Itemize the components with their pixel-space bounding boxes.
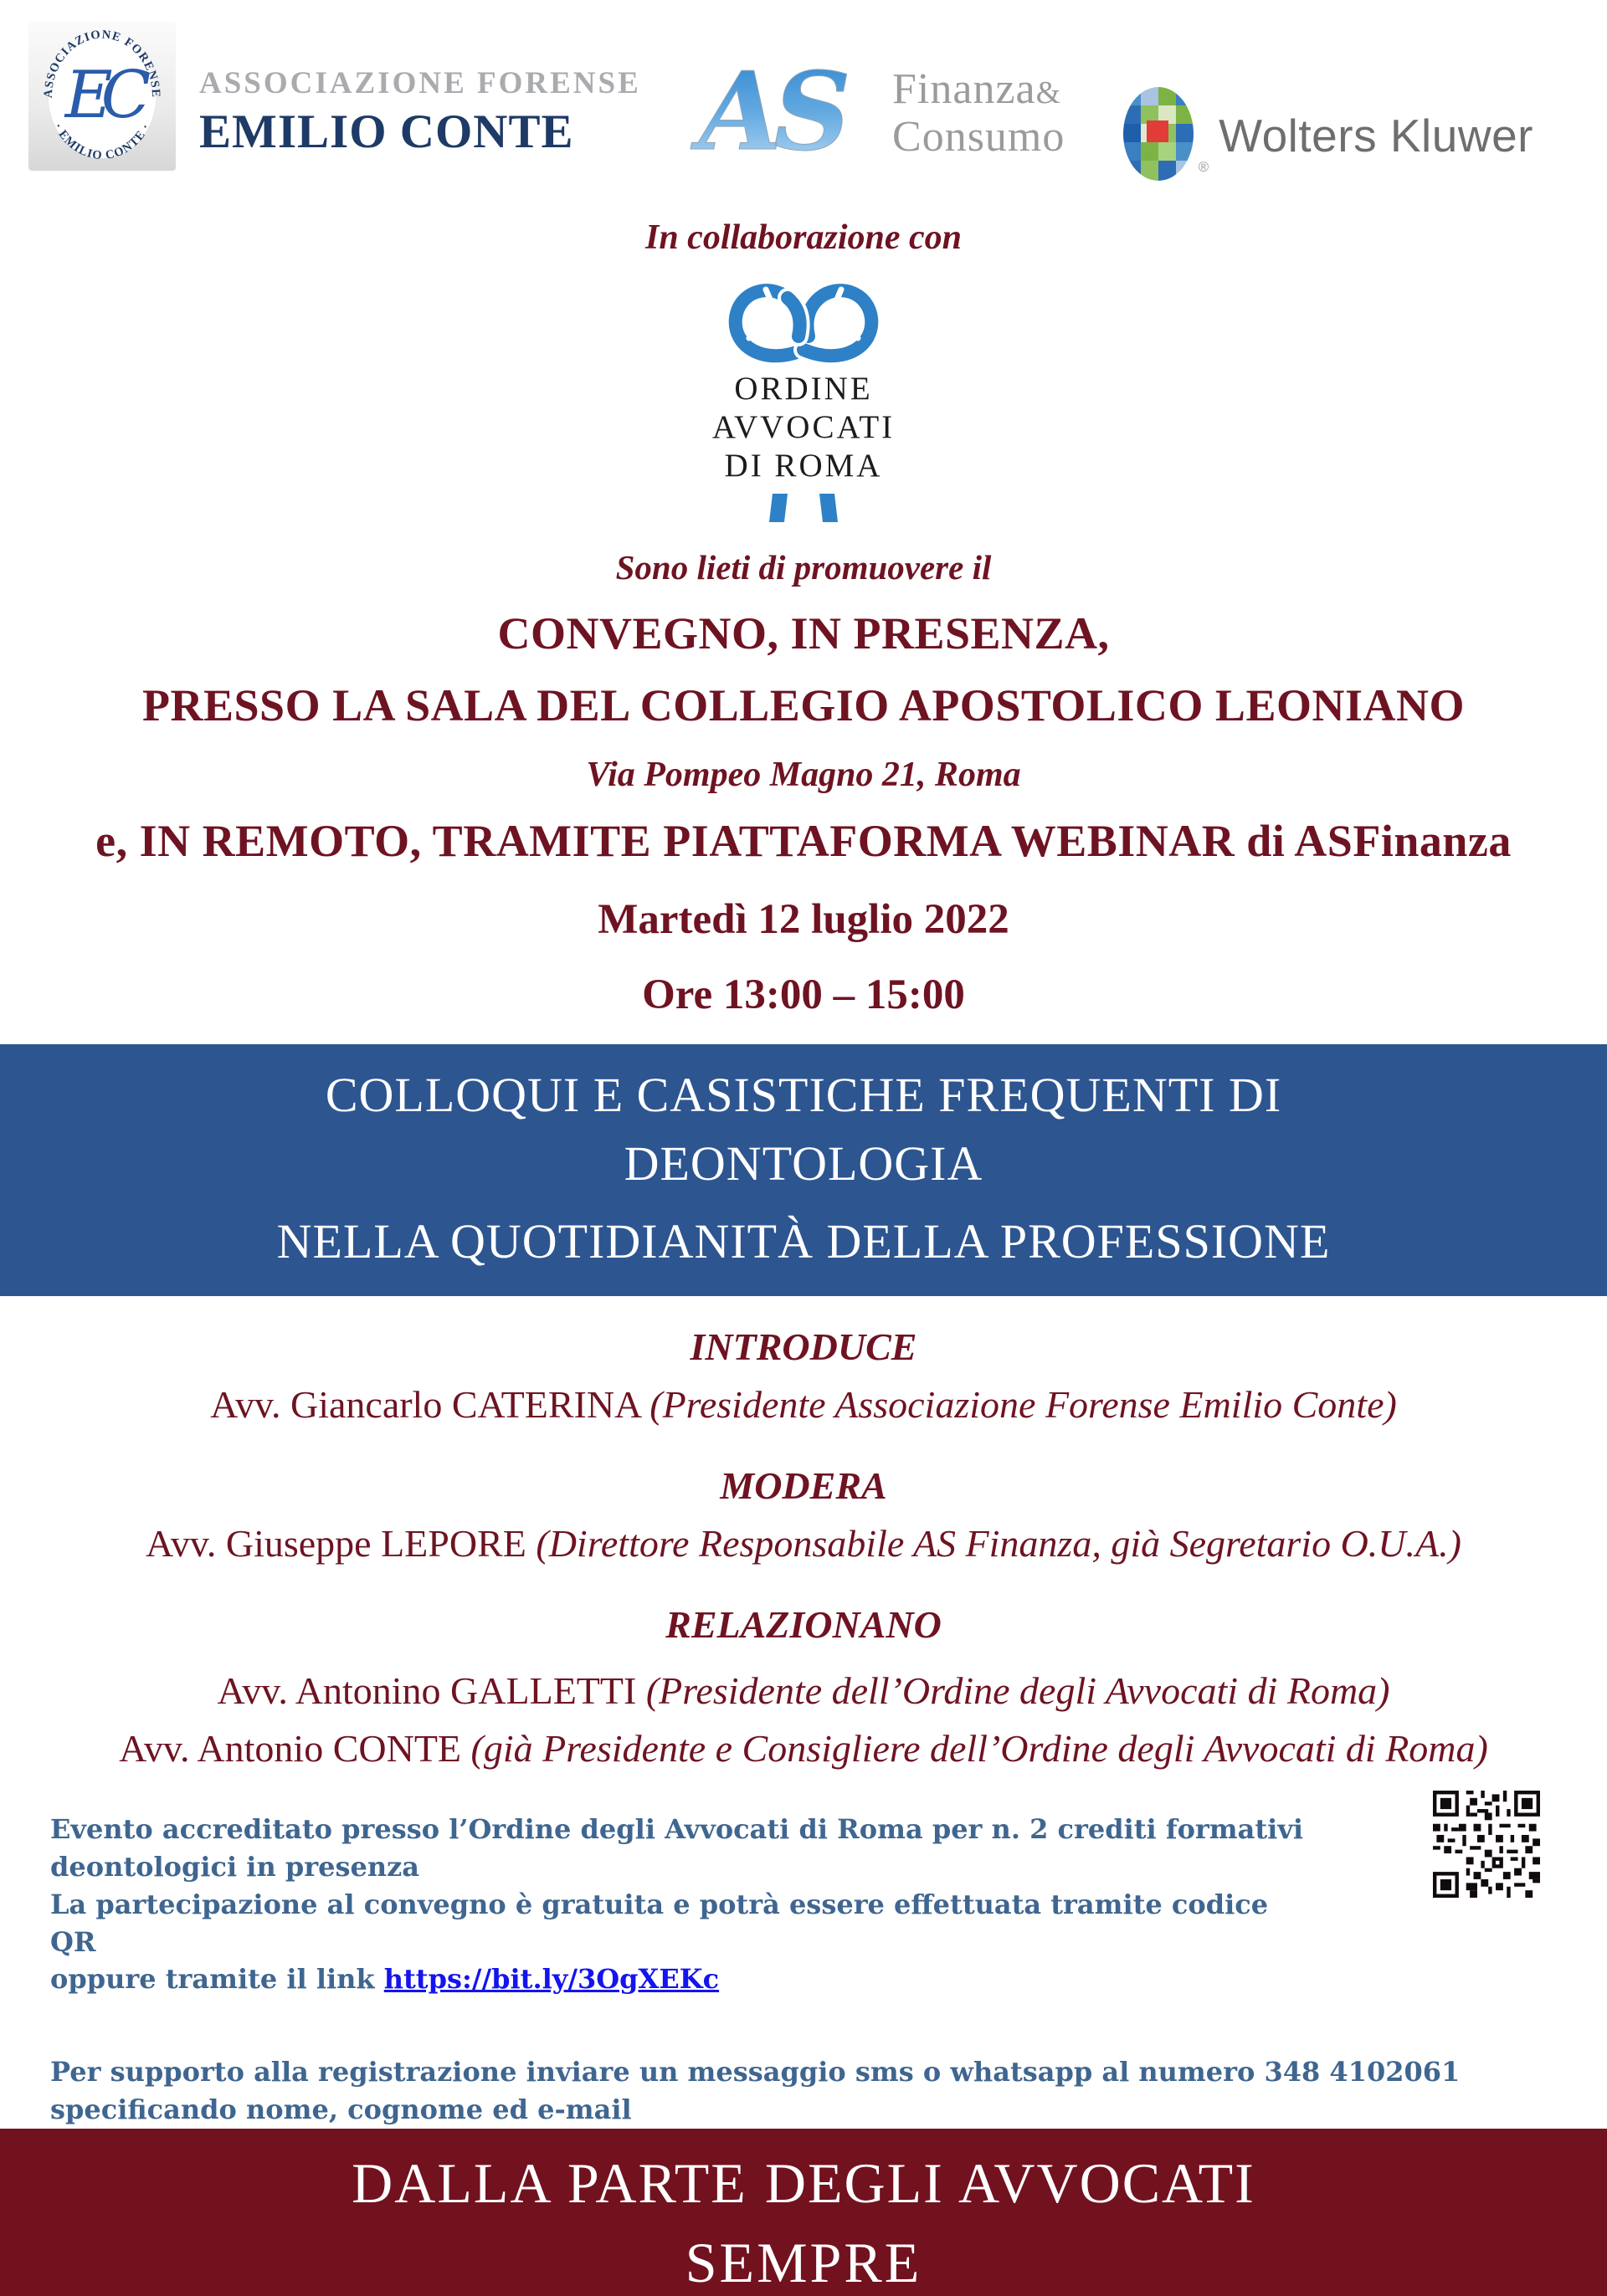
accreditation-info <box>0 1811 1306 1998</box>
ordine-knot-icon <box>716 273 891 363</box>
accreditation-line1: Evento accreditato presso l’Ordine degli Avvocati di Roma per n. 2 crediti formativi deontologici in presenza <box>50 1813 1304 1883</box>
introduce-speaker <box>0 1382 1607 1427</box>
as-ampersand: & <box>1035 75 1062 110</box>
ordine-wordmark-line2: AVVOCATI <box>711 409 896 446</box>
qr-code <box>1433 1791 1540 1898</box>
introduce-label: INTRODUCE <box>690 1325 917 1369</box>
introduce-speaker-name: Avv. Giancarlo CATERINA <box>210 1383 640 1427</box>
ordine-wordmark <box>712 370 895 485</box>
title-banner <box>0 1044 1607 1296</box>
as-wordmark <box>892 65 1065 172</box>
ec-seal-icon <box>28 22 176 171</box>
modera-speaker-name: Avv. Giuseppe LEPORE <box>146 1522 526 1566</box>
ordine-legs-icon <box>749 494 858 522</box>
modera-label: MODERA <box>720 1464 887 1508</box>
footer-banner <box>0 2129 1607 2296</box>
speaker1-role: (Presidente dell’Ordine degli Avvocati di Roma) <box>645 1669 1390 1713</box>
ec-wordmark <box>199 65 641 159</box>
ordine-wordmark-line1: ORDINE <box>734 371 873 407</box>
speaker1 <box>0 1668 1607 1713</box>
as-monogram-text: AS <box>699 49 843 175</box>
promo-line: Sono lieti di promuovere il <box>615 548 992 587</box>
ec-wordmark-line2: EMILIO CONTE <box>199 105 574 158</box>
relazionano-label: RELAZIONANO <box>665 1603 942 1647</box>
wk-registered-mark: ® <box>1198 159 1209 175</box>
speaker2-role: (già Presidente e Consigliere dell’Ordine degli Avvocati di Roma) <box>470 1727 1488 1771</box>
as-monogram-icon <box>699 49 870 175</box>
wolters-kluwer-logo <box>1123 87 1533 181</box>
as-wordmark-line2: Consumo <box>892 113 1065 161</box>
banner-title-line2: NELLA QUOTIDIANITÀ DELLA PROFESSIONE <box>276 1213 1331 1268</box>
emilio-conte-logo <box>28 22 641 171</box>
ec-seal-top-text: ASSOCIAZIONE FORENSE <box>41 28 163 99</box>
event-date: Martedì 12 luglio 2022 <box>598 896 1009 944</box>
event-title-line3: e, IN REMOTO, TRAMITE PIATTAFORMA WEBINAR di ASFinanza <box>95 816 1512 867</box>
banner-title-line1: COLLOQUI E CASISTICHE FREQUENTI DI DEONTOLOGIA <box>325 1068 1282 1192</box>
accreditation-line2: La partecipazione al convegno è gratuita e potrà essere effettuata tramite codice QR <box>50 1888 1269 1958</box>
speaker2 <box>0 1726 1607 1771</box>
link-prefix: oppure tramite il link <box>50 1963 384 1996</box>
ec-seal-bottom-text: · EMILIO CONTE · <box>50 120 154 163</box>
event-time: Ore 13:00 – 15:00 <box>642 971 965 1019</box>
as-finanza-logo <box>699 49 1065 175</box>
footer-slogan-line2: SEMPRE <box>685 2230 922 2294</box>
ec-wordmark-line1: ASSOCIAZIONE FORENSE <box>199 66 641 100</box>
introduce-speaker-role: (Presidente Associazione Forense Emilio Conte) <box>649 1383 1397 1427</box>
footer-slogan-line1: DALLA PARTE DEGLI AVVOCATI <box>352 2150 1255 2215</box>
speaker2-name: Avv. Antonio CONTE <box>119 1727 462 1771</box>
accreditation-line3 <box>50 1960 1306 1998</box>
support-line1: Per supporto alla registrazione inviare un messaggio sms o whatsapp al numero 348 4102061 <box>50 2056 1461 2088</box>
support-info <box>0 2053 1607 2129</box>
header-logos <box>0 0 1607 181</box>
event-address: Via Pompeo Magno 21, Roma <box>586 756 1021 795</box>
ordine-avvocati-logo <box>0 273 1607 522</box>
as-wordmark-line1: Finanza <box>892 65 1036 113</box>
support-line2: specificando nome, cognome ed e-mail <box>50 2093 632 2125</box>
event-title-line2: PRESSO LA SALA DEL COLLEGIO APOSTOLICO LEONIANO <box>142 680 1465 731</box>
registration-link[interactable]: https://bit.ly/3OgXEKc <box>383 1963 720 1996</box>
event-title-line1: CONVEGNO, IN PRESENZA, <box>497 608 1110 659</box>
wk-mosaic-icon <box>1123 87 1194 181</box>
ordine-wordmark-line3: DI ROMA <box>724 448 883 484</box>
collaboration-intro: In collaborazione con <box>644 218 963 257</box>
wk-wordmark: Wolters Kluwer <box>1219 110 1533 161</box>
ec-seal-monogram: EC <box>64 58 140 133</box>
modera-speaker <box>0 1521 1607 1566</box>
speaker1-name: Avv. Antonino GALLETTI <box>217 1669 637 1713</box>
modera-speaker-role: (Direttore Responsabile AS Finanza, già Segretario O.U.A.) <box>536 1522 1461 1566</box>
